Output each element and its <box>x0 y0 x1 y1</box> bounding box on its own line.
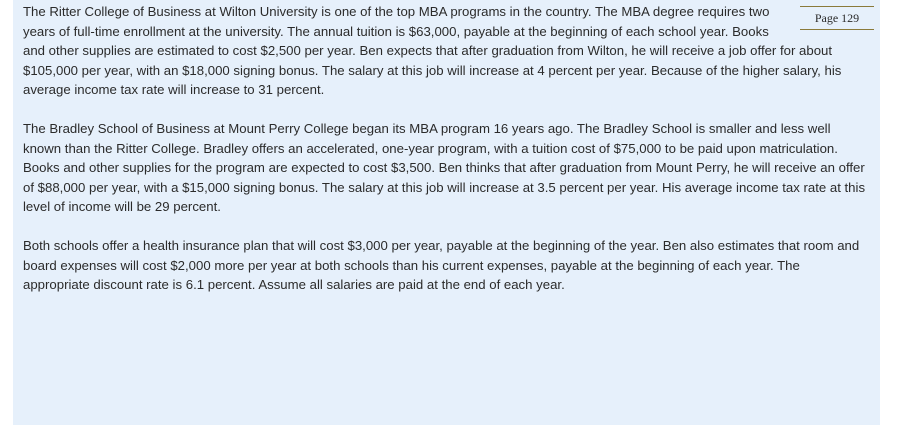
paragraph-bradley: The Bradley School of Business at Mount Perry College began its MBA program 16 years ago. The Bradley School is smaller and less well known than the Ritter College. Bradley offers an accelerated, one-year program, with a tuition cost of $75,000 to be paid upon matriculation. Books and other supplies for the program are expected to cost $3,500. Ben thinks that after graduation from Mount Perry, he will receive an offer of $88,000 per year, with a $15,000 signing bonus. The salary at this job will increase at 3.5 percent per year. His average income tax rate at this level of income will be 29 percent. <box>23 120 866 215</box>
page-label: Page 129 <box>800 6 874 30</box>
document-panel <box>13 0 880 425</box>
paragraph-common-costs: Both schools offer a health insurance plan that will cost $3,000 per year, payable at the beginning of the year. Ben also estimates that room and board expenses will cost $2,000 more per year at both schools than his current expenses, payable at the beginning of each year. The appropriate discount rate is 6.1 percent. Assume all salaries are paid at the end of each year. <box>23 237 860 293</box>
paragraph-ritter-text: The Ritter College of Business at Wilton University is one of the top MBA programs in the country. The MBA degree requires two years of full-time enrollment at the university. The annual tuition is $63,000, payable at the beginning of each school year. Books and other supplies are estimated to cost $2,500 per year. Ben expects that after graduation from Wilton, he will receive a job offer for about $105,000 per year, with an $18,000 signing bonus. The salary at this job will increase at 4 percent per year. Because of the higher salary, his average income tax rate will increase to 31 percent. <box>23 4 842 98</box>
paragraph-ritter <box>23 2 870 100</box>
